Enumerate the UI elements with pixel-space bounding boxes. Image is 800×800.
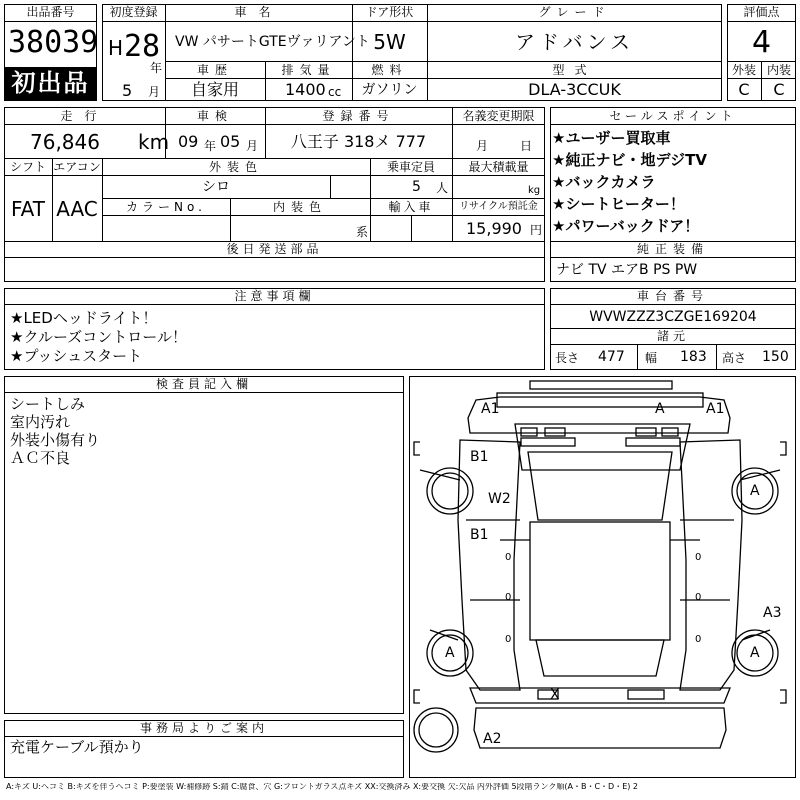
recycle-fee: 15,990 [466, 219, 522, 238]
grade: アドバンス [515, 30, 634, 54]
month-unit: 月 [148, 85, 161, 99]
interior-grade: C [773, 80, 785, 99]
mark-front-right: A1 [706, 401, 725, 417]
model-label: 型式 [552, 63, 597, 77]
equipment-label: 純正装備 [636, 242, 709, 256]
insp-month-unit: 月 [246, 139, 259, 153]
grade-label: グレード [538, 5, 611, 19]
ac: AAC [56, 197, 98, 221]
import-label: 輸入車 [388, 200, 434, 214]
length-label: 長さ [555, 351, 580, 365]
plate: 八王子 318メ 777 [290, 132, 427, 151]
mark-right-rear-quarter: A3 [763, 605, 782, 621]
insp-year: 09 [178, 132, 199, 151]
sales-point: ★ユーザー買取車 [552, 129, 671, 147]
capacity-label: 乗車定員 [386, 160, 435, 174]
transfer-day: 日 [520, 139, 533, 153]
equipment: ナビ TV エアB PS PW [556, 262, 698, 278]
exterior-label: 外装 [731, 63, 756, 77]
chassis-label: 車台番号 [636, 289, 709, 303]
capacity: 5 [412, 179, 421, 195]
mark-right-front-wheel: A [750, 483, 760, 499]
office-message: 充電ケーブル預かり [10, 738, 144, 756]
shift: FAT [10, 197, 45, 221]
fuel-label: 燃料 [371, 63, 408, 77]
office-label: 事務局よりご案内 [139, 721, 268, 735]
mark-front-left: A1 [481, 401, 500, 417]
era: H [108, 36, 124, 60]
int-color-label: 内装色 [272, 200, 327, 214]
displacement-unit: cc [328, 85, 342, 99]
sales-point: ★バックカメラ [552, 173, 656, 191]
insp-month: 05 [220, 132, 241, 151]
first-listing-text: 初出品 [11, 69, 90, 97]
sales-label: セールスポイント [609, 109, 737, 123]
mark-left-rear-door: B1 [470, 527, 489, 543]
lot-number: 38039 [8, 25, 99, 60]
width: 183 [680, 349, 707, 365]
color-label: 外装色 [208, 160, 263, 174]
svg-text:0: 0 [505, 592, 512, 603]
svg-text:0: 0 [505, 552, 512, 563]
exterior-grade: C [738, 80, 750, 99]
transfer-label: 名義変更期限 [462, 109, 535, 123]
legend: A:キズ U:ヘコミ B:キズを伴うヘコミ P:要塗装 W:補修跡 S:錆 C:腐食、穴 G:フロントガラス点キズ XX:交換済み X:要交換 欠:欠品 内外評価 5段階ランク順(A・B・C・D・E) 2 [6, 783, 639, 791]
load-label: 最大積載量 [468, 160, 529, 174]
load-unit: kg [528, 185, 541, 196]
interior-label: 内装 [766, 63, 791, 77]
int-color-suffix: 系 [356, 225, 369, 239]
mileage-label: 走行 [60, 109, 109, 123]
recycle-unit: 円 [530, 223, 543, 237]
reg-year: 28 [124, 29, 161, 64]
insp-year-unit: 年 [204, 139, 217, 153]
sales-point: ★純正ナビ・地デジTV [552, 151, 707, 169]
score: 4 [751, 25, 772, 60]
recycle-label: リサイクル預託金 [459, 201, 538, 212]
plate-label: 登録番号 [322, 109, 395, 123]
shift-label: シフト [9, 160, 46, 174]
ac-label: エアコン [53, 160, 101, 174]
note-item: ★クルーズコントロール！ [10, 328, 187, 346]
height: 150 [762, 349, 789, 365]
sales-point: ★シートヒーター！ [552, 195, 685, 213]
year-unit: 年 [150, 61, 163, 75]
svg-text:0: 0 [695, 634, 702, 645]
mark-left-front-door: W2 [488, 491, 511, 507]
width-label: 幅 [645, 351, 658, 365]
capacity-unit: 人 [436, 181, 449, 195]
mark-rear-x: X [550, 687, 560, 703]
mark-left-rear-wheel: A [445, 645, 455, 661]
later-parts-label: 後日発送部品 [226, 242, 323, 256]
color: シロ [202, 179, 230, 195]
inspector-note: 外装小傷有り [10, 431, 101, 449]
mark-rear-bumper: A2 [483, 731, 502, 747]
mileage: 76,846 [30, 130, 100, 154]
history: 自家用 [190, 80, 239, 99]
inspector-note: ＡＣ不良 [10, 449, 71, 467]
mileage-unit: km [138, 130, 170, 154]
svg-text:0: 0 [695, 552, 702, 563]
mark-right-rear-wheel: A [750, 645, 760, 661]
car-name: VW パサートGTEヴァリアント [175, 34, 370, 50]
model: DLA-3CCUK [528, 80, 621, 99]
inspector-note: シートしみ [10, 395, 86, 413]
color-no-label: カラーNo. [126, 200, 206, 214]
door-label: ドア形状 [365, 5, 414, 19]
displacement: 1400 [285, 80, 326, 99]
history-label: 車歴 [196, 63, 233, 77]
note-item: ★プッシュスタート [10, 347, 143, 365]
inspector-label: 検査員記入欄 [155, 377, 252, 391]
mark-left-front-fender: B1 [470, 449, 489, 465]
first-reg-label: 初度登録 [109, 5, 158, 19]
spec-label: 諸元 [656, 329, 689, 343]
length: 477 [598, 349, 625, 365]
score-label: 評価点 [743, 5, 780, 19]
displacement-label: 排気量 [281, 63, 336, 77]
svg-text:0: 0 [695, 592, 702, 603]
door-type: 5W [373, 30, 406, 54]
inspection-label: 車検 [196, 109, 233, 123]
mark-front-center: A [655, 401, 665, 417]
transfer-month: 月 [476, 139, 489, 153]
sales-point: ★パワーバックドア！ [552, 217, 700, 235]
car-name-label: 車名 [234, 5, 283, 19]
note-item: ★LEDヘッドライト！ [10, 309, 158, 327]
inspector-note: 室内汚れ [10, 413, 71, 431]
svg-text:0: 0 [505, 634, 512, 645]
notes-label: 注意事項欄 [234, 289, 315, 303]
chassis-number: WVWZZZ3CZGE169204 [589, 309, 757, 325]
fuel: ガソリン [361, 82, 418, 98]
lot-label: 出品番号 [26, 5, 75, 19]
reg-month: 5 [122, 81, 133, 100]
height-label: 高さ [722, 351, 747, 365]
